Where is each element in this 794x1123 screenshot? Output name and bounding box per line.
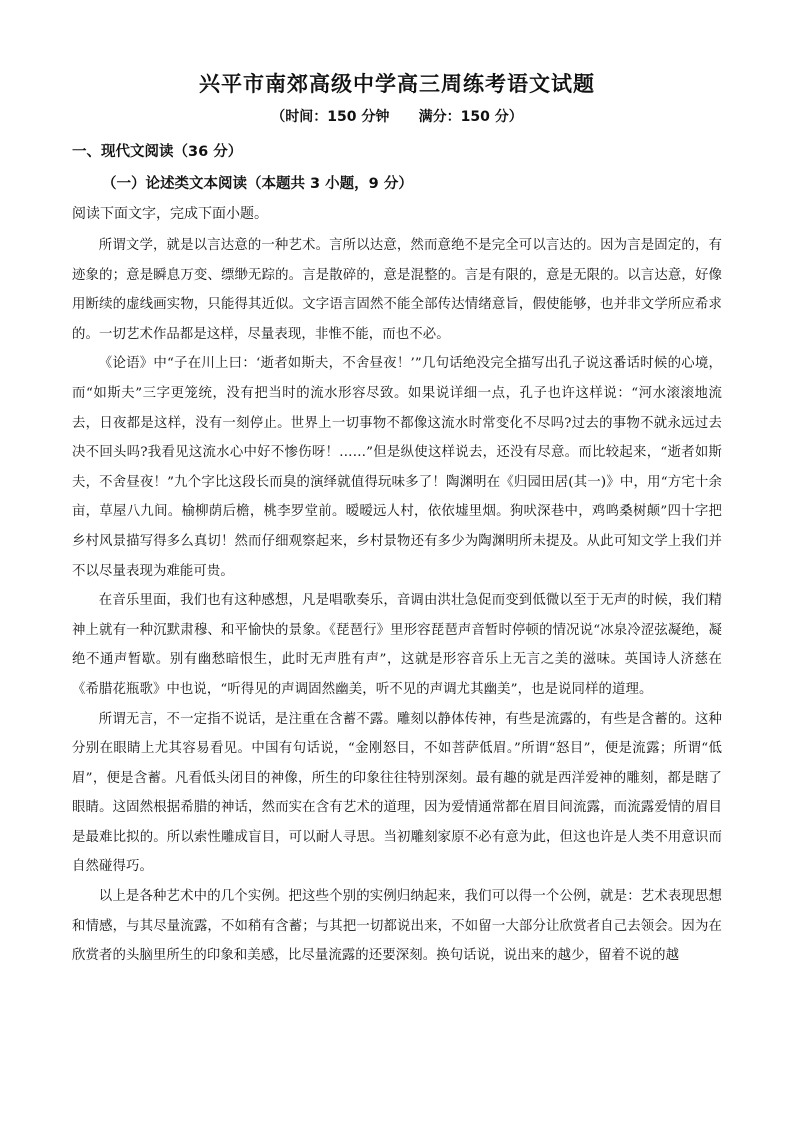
exam-time-and-score: （时间：150 分钟 满分：150 分） — [271, 109, 523, 125]
passage-paragraph: 所谓文学，就是以言达意的一种艺术。言所以达意，然而意绝不是完全可以言达的。因为言是固定的，有迹象的；意是瞬息万变、缥缈无踪的。言是散碎的，意是混整的。言是有限的，意是无限的。以言达意，好像用断续的虚线画实物，只能得其近似。文字语言固然不能全部传达情绪意旨，假使能够，也并非文学所应希求的。一切艺术作品都是这样，尽量表现，非惟不能，而也不必。 — [72, 238, 722, 342]
passage-paragraph: 以上是各种艺术中的几个实例。把这些个别的实例归纳起来，我们可以得一个公例，就是：艺术表现思想和情感，与其尽量流露，不如稍有含蓄；与其把一切都说出来，不如留一大部分让欣赏者自己去领会。因为在欣赏者的头脑里所生的印象和美感，比尽量流露的还要深刻。换句话说，说出来的越少，留着不说的越 — [72, 889, 722, 964]
reading-instruction: 阅读下面文字，完成下面小题。 — [72, 206, 268, 222]
passage-paragraph: 《论语》中“子在川上曰：‘逝者如斯夫，不舍昼夜！’”几句话绝没完全描写出孔子说这番话时候的心境，而“如斯夫”三字更笼统，没有把当时的流水形容尽致。如果说详细一点，孔子也许这样说：“河水滚滚地流去，日夜都是这样，没有一刻停止。世界上一切事物不都像这流水时常变化不尽吗?过去的事物不就永远过去决不回头吗?我看见这流水心中好不惨伤呀！……”但是纵使这样说去，还没有尽意。而比较起来，“逝者如斯夫，不舍昼夜！”九个字比这段长而臭的演绎就值得玩味多了！陶渊明在《归园田居(其一)》中，用“方宅十余亩，草屋八九间。榆柳荫后檐，桃李罗堂前。暧暧远人村，依依墟里烟。狗吠深巷中，鸡鸣桑树颠”四十字把乡村风景描写得多么真切！然而仔细观察起来，乡村景物还有多少为陶渊明所未提及。从此可知文学上我们并不以尽量表现为难能可贵。 — [72, 356, 722, 579]
passage-paragraph: 所谓无言，不一定指不说话，是注重在含蓄不露。雕刻以静体传神，有些是流露的，有些是含蓄的。这种分别在眼睛上尤其容易看见。中国有句话说，“金刚怒目，不如菩萨低眉。”所谓“怒目”，便是流露；所谓“低眉”，便是含蓄。凡看低头闭目的神像，所生的印象往往特别深刻。最有趣的就是西洋爱神的雕刻，都是瞎了眼睛。这固然根据希腊的神话，然而实在含有艺术的道理，因为爱情通常都在眉目间流露，而流露爱情的眉目是最难比拟的。所以索性雕成盲目，可以耐人寻思。当初雕刻家原不必有意为此，但这也许是人类不用意识而自然碰得巧。 — [72, 711, 722, 875]
section-heading: 一、现代文阅读（36 分） — [72, 144, 243, 160]
subsection-heading: （一）论述类文本阅读（本题共 3 小题，9 分） — [102, 176, 413, 192]
passage-body — [72, 231, 722, 971]
passage-paragraph: 在音乐里面，我们也有这种感想，凡是唱歌奏乐，音调由洪壮急促而变到低微以至于无声的时候，我们精神上就有一种沉默肃穆、和平愉快的景象。《琵琶行》里形容琵琶声音暂时停顿的情况说“冰泉冷涩弦凝绝，凝绝不通声暂歇。别有幽愁暗恨生，此时无声胜有声”，这就是形容音乐上无言之美的滋味。英国诗人济慈在《希腊花瓶歌》中也说，“听得见的声调固然幽美，听不见的声调尤其幽美”，也是说同样的道理。 — [72, 593, 722, 697]
exam-title: 兴平市南郊高级中学高三周练考语文试题 — [199, 72, 595, 96]
